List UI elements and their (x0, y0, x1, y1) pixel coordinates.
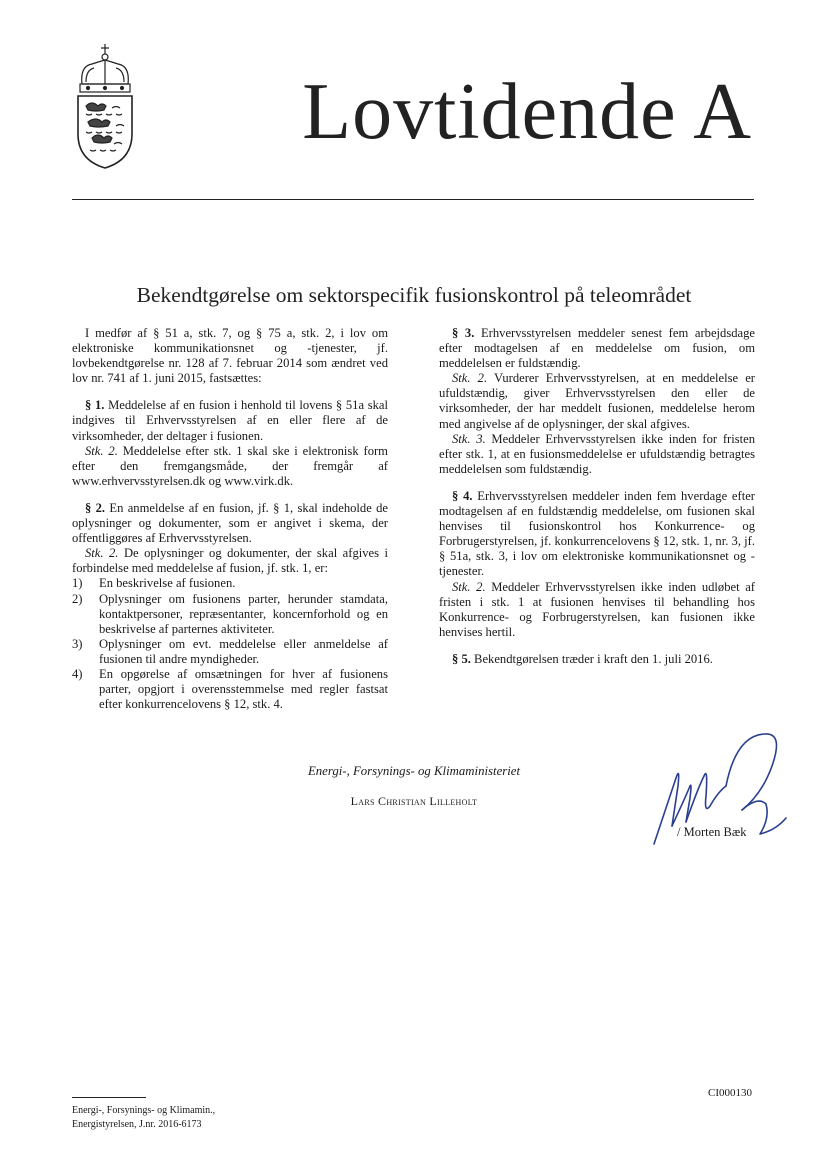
header-rule (72, 199, 754, 200)
royal-crest-logo (72, 42, 138, 172)
list-item-number: 3) (72, 636, 83, 651)
section-4-number: § 4. (452, 488, 473, 503)
section-3-stk-3-text: Meddeler Erhvervsstyrelsen ikke inden for fristen efter stk. 1, at en fusionsmeddelelse er ufuldstændig betragtes meddelelsen som fuldstændig. (439, 431, 755, 476)
section-5 (439, 652, 755, 667)
list-item-text: En opgørelse af omsætningen for hver af fusionens parter, opgjort i overensstemmelse med regler fastsat efter konkurrencelovens § 12, stk. 4. (99, 666, 388, 712)
section-2-stk-2-label: Stk. 2. (85, 546, 119, 561)
ministry-name: Energi-, Forsynings- og Klimaministeriet (307, 764, 521, 778)
footnote-line-1: Energi-, Forsynings- og Klimamin., (72, 1105, 216, 1116)
list-item-number: 1) (72, 576, 83, 591)
section-4-stk-2 (439, 580, 755, 640)
section-3-text: Erhvervsstyrelsen meddeler senest fem arbejdsdage efter modtagelsen af en meddelelse om fusion, om meddelelsen er fuldstændig. (439, 326, 756, 371)
right-column (439, 326, 755, 667)
section-4-stk-2-label: Stk. 2. (452, 579, 486, 594)
signer-name: / Morten Bæk (677, 825, 747, 839)
section-2-number: § 2. (85, 500, 106, 515)
list-item-text: Oplysninger om fusionens parter, herunder stamdata, kontaktpersoner, repræsentanter, koncernforhold og en beskrivelse af parternes aktiviteter. (99, 591, 388, 636)
section-3-stk-2-label: Stk. 2. (452, 371, 488, 386)
list-item-text: Oplysninger om evt. meddelelse eller anmeldelse af fusionen til andre myndigheder. (99, 636, 388, 666)
section-2-text: En anmeldelse af en fusion, jf. § 1, skal indeholde de oplysninger og dokumenter, som er angivet i skema, der offentliggøres af Erhvervsstyrelsen. (72, 500, 389, 546)
requirements-list (72, 576, 388, 712)
document-id: CI000130 (708, 1087, 752, 1099)
preamble: I medfør af § 51 a, stk. 7, og § 75 a, stk. 2, i lov om elektroniske kommunikationsnet og -tjenester, jf. lovbekendtgørelse nr. 128 af 7. februar 2014 som ændret ved lov nr. 741 af 1. juni 2015, fastsættes: (72, 326, 388, 386)
left-column (72, 326, 388, 712)
section-3-stk-2-text: Vurderer Erhvervsstyrelsen, at en meddelelse er ufuldstændig, giver Erhvervsstyrelsen den eller de virksomheder, der har meddelt fusionen, meddelelse herom med angivelse af de oplysninger, der skal afgives. (439, 371, 756, 431)
footnote (72, 1104, 215, 1131)
list-item-number: 2) (72, 591, 83, 606)
section-3-number: § 3. (452, 326, 475, 340)
document-title: Bekendtgørelse om sektorspecifik fusionskontrol på teleområdet (136, 283, 692, 307)
list-item (72, 637, 388, 667)
section-4 (439, 489, 755, 580)
list-item (72, 592, 388, 637)
footnote-line-2: Energistyrelsen, J.nr. 2016-6173 (72, 1118, 202, 1130)
section-1-stk-2-label: Stk. 2. (85, 443, 118, 458)
section-1-number: § 1. (85, 398, 105, 413)
section-3-stk-3 (439, 432, 755, 477)
section-5-number: § 5. (452, 651, 471, 666)
list-item-number: 4) (72, 666, 83, 681)
section-4-stk-2-text: Meddeler Erhvervsstyrelsen ikke inden udløbet af fristen i stk. 1 at fusionen henvises til behandling hos Konkurrence- og Forbrugerstyrelsen, kan fusionen ikke henvises hertil. (439, 579, 755, 639)
section-2-stk-2-text: De oplysninger og dokumenter, der skal afgives i forbindelse med meddelelse af fusion, jf. stk. 1, er: (72, 546, 388, 576)
list-item (72, 667, 388, 712)
section-1-stk-2 (72, 444, 388, 489)
section-2-stk-2 (72, 546, 388, 576)
list-item-text: En beskrivelse af fusionen. (99, 576, 236, 591)
section-1-text: Meddelelse af en fusion i henhold til lovens § 51a skal indgives til Erhvervsstyrelsen af en eller flere af de virksomheder, der deltager i fusionen. (72, 398, 389, 443)
masthead-title: Lovtidende A (302, 68, 752, 156)
section-5-text: Bekendtgørelsen træder i kraft den 1. juli 2016. (474, 651, 713, 666)
section-1 (72, 398, 388, 443)
section-1-stk-2-text: Meddelelse efter stk. 1 skal ske i elektronisk form efter den fremgangsmåde, der fremgår af www.erhvervsstyrelsen.dk og www.virk.dk. (72, 443, 388, 488)
list-item (72, 576, 388, 591)
minister-name: Lars Christian Lilleholt (350, 794, 478, 808)
section-3 (439, 326, 755, 371)
section-2 (72, 501, 388, 546)
footnote-rule (72, 1097, 146, 1098)
section-3-stk-2 (439, 371, 755, 431)
section-4-text: Erhvervsstyrelsen meddeler inden fem hverdage efter modtagelsen af en fuldstændig meddelelse, om fusionen skal henvises til fusionskontrol hos Konkurrence- og Forbrugerstyrelsen, jf. konkurrencelovens § 12, stk. 1, nr. 3, jf. § 51a, stk. 3, i lov om elektroniske kommunikationsnet og -tjenester. (439, 488, 755, 579)
section-3-stk-3-label: Stk. 3. (452, 431, 486, 446)
